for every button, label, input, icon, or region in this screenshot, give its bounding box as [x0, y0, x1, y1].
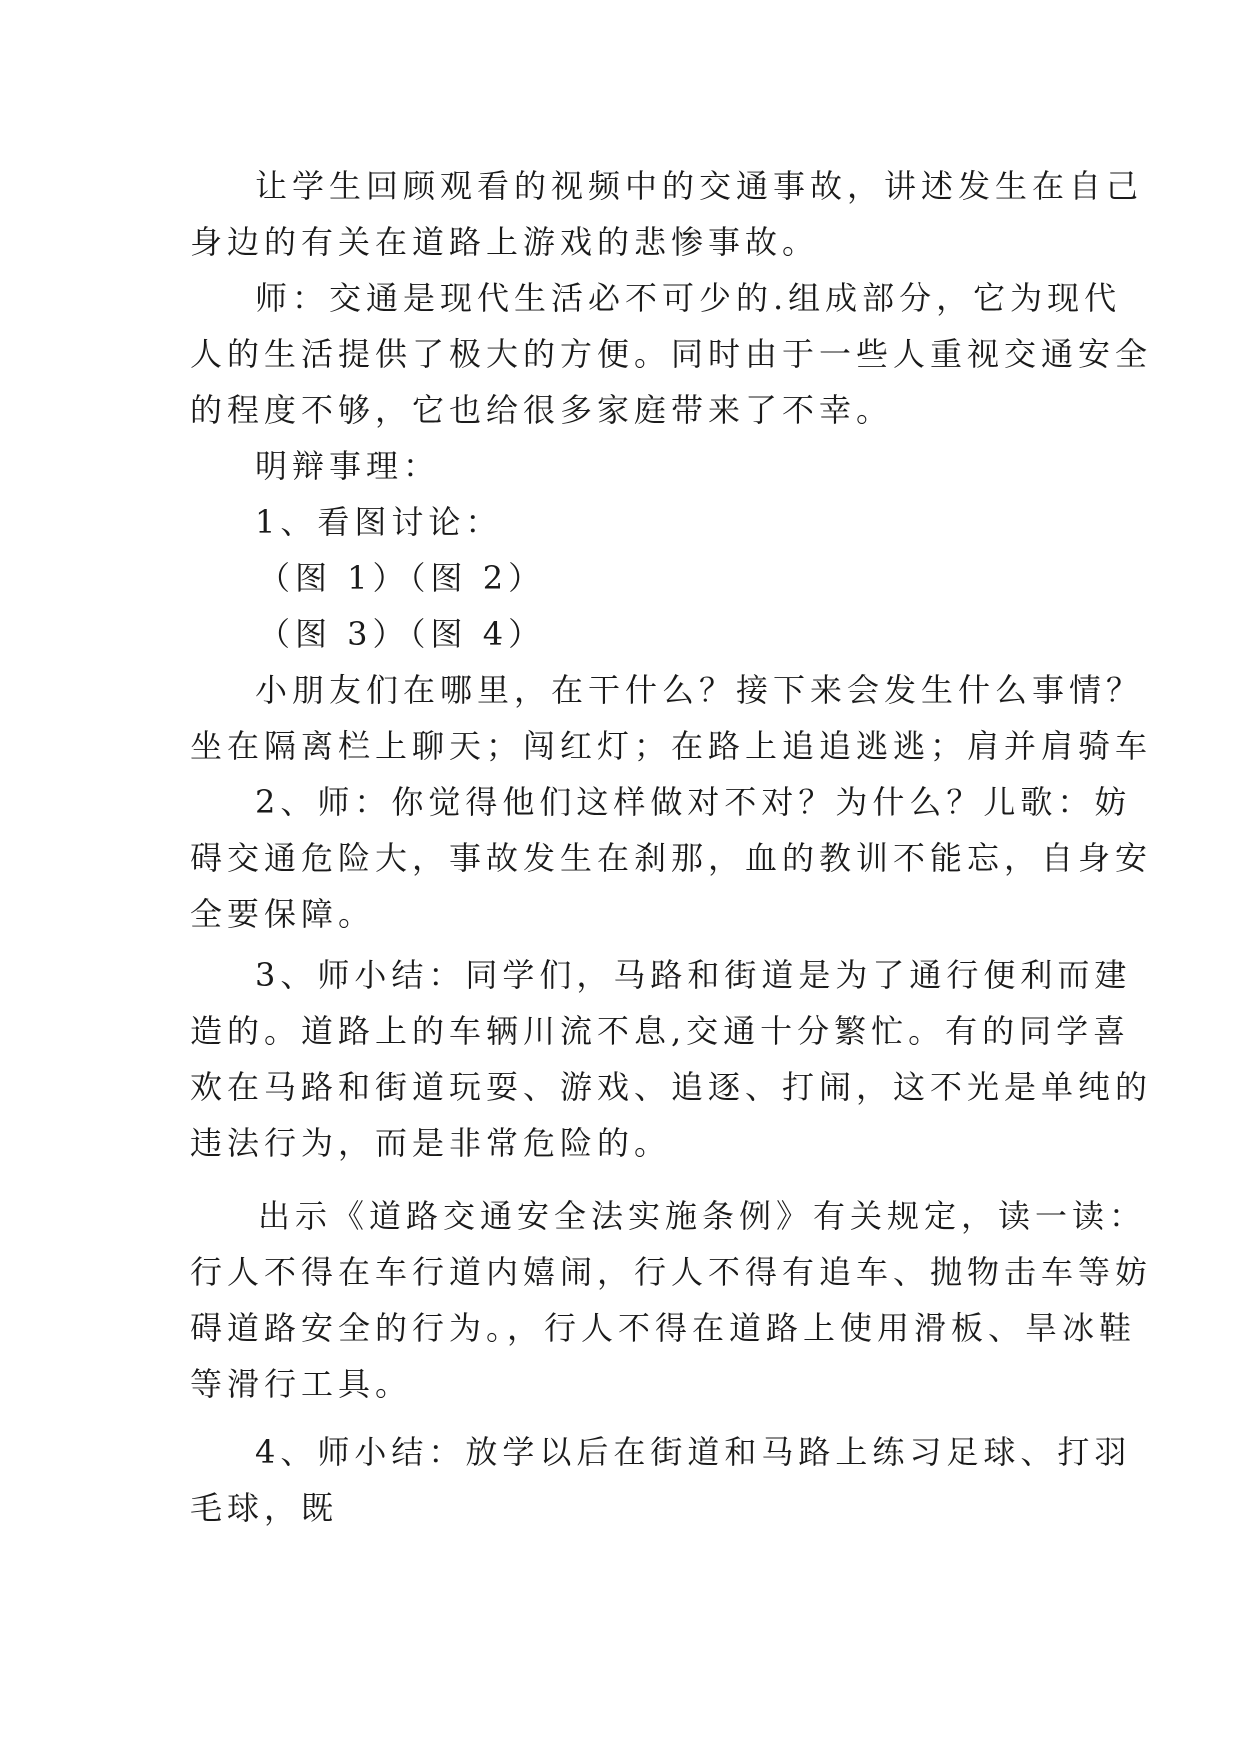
paragraph-line: 碍交通危险大，事故发生在刹那，血的教训不能忘，自身安 — [190, 839, 1153, 877]
paragraph-line: 小朋友们在哪里，在干什么？接下来会发生什么事情？ — [255, 671, 1144, 709]
paragraph-line: 身边的有关在道路上游戏的悲惨事故。 — [190, 223, 820, 261]
figure-reference: （图 1）（图 2） — [258, 559, 546, 597]
paragraph-line: 全要保障。 — [190, 895, 376, 933]
paragraph-line: 坐在隔离栏上聊天；闯红灯；在路上追追逃逃；肩并肩骑车 — [190, 727, 1153, 765]
list-item: 4、师小结：放学以后在街道和马路上练习足球、打羽 — [255, 1433, 1132, 1471]
list-item: 3、师小结：同学们，马路和街道是为了通行便利而建 — [255, 956, 1132, 994]
list-item: 2、师：你觉得他们这样做对不对？为什么？儿歌：妨 — [255, 783, 1132, 821]
paragraph-line: 等滑行工具。 — [190, 1365, 413, 1403]
paragraph-line: 出示《道路交通安全法实施条例》有关规定，读一读： — [258, 1197, 1147, 1235]
section-heading: 明辩事理： — [255, 447, 441, 485]
paragraph-line: 师：交通是现代生活必不可少的.组成部分，它为现代 — [255, 279, 1122, 317]
paragraph-line: 让学生回顾观看的视频中的交通事故，讲述发生在自己 — [255, 167, 1144, 205]
paragraph-line: 行人不得在车行道内嬉闹，行人不得有追车、抛物击车等妨 — [190, 1253, 1153, 1291]
paragraph-line: 违法行为，而是非常危险的。 — [190, 1124, 672, 1162]
paragraph-line: 碍道路安全的行为。，行人不得在道路上使用滑板、旱冰鞋 — [190, 1309, 1137, 1347]
list-item: 1、看图讨论： — [255, 503, 503, 541]
paragraph-line: 的程度不够，它也给很多家庭带来了不幸。 — [190, 391, 894, 429]
paragraph-line: 造的。道路上的车辆川流不息,交通十分繁忙。有的同学喜 — [190, 1012, 1131, 1050]
paragraph-line: 欢在马路和街道玩耍、游戏、追逐、打闹，这不光是单纯的 — [190, 1068, 1153, 1106]
paragraph-line: 人的生活提供了极大的方便。同时由于一些人重视交通安全 — [190, 335, 1153, 373]
figure-reference: （图 3）（图 4） — [258, 615, 546, 653]
paragraph-line: 毛球，既 — [190, 1489, 339, 1527]
